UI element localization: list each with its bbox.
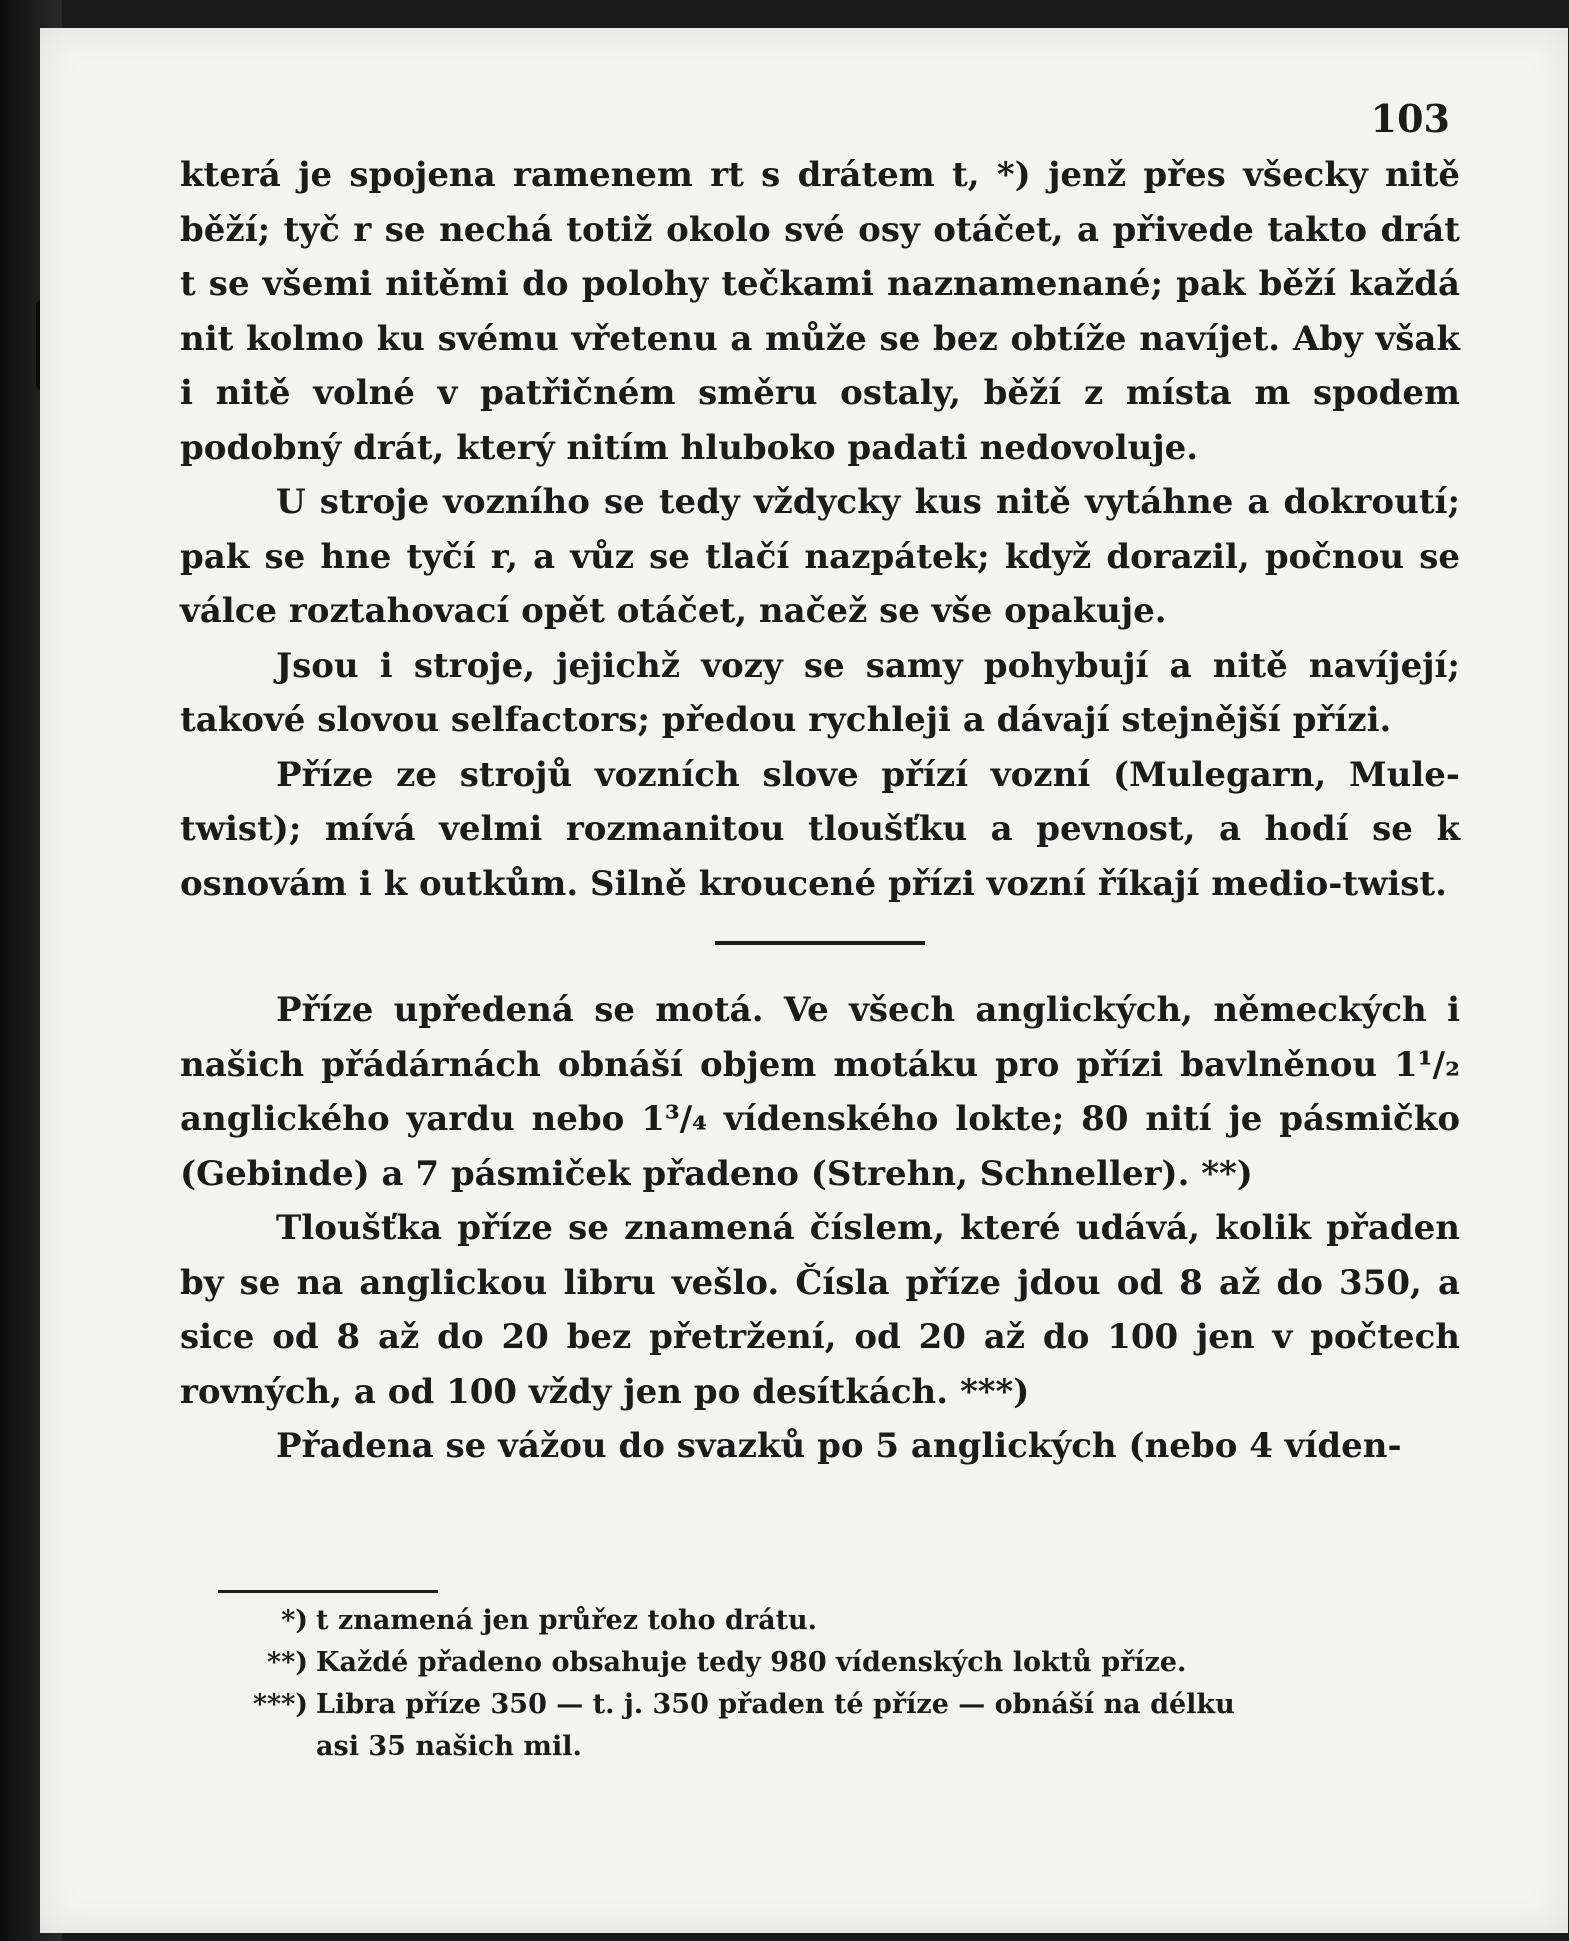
section-divider xyxy=(715,941,925,945)
paragraph-5: Příze upředená se motá. Ve všech anglických, německých i našich přádárnách obnáší objem motáku pro přízi bavlněnou 1¹/₂ anglického yardu nebo 1³/₄ vídenského lokte; 80 nití je pásmičko (Gebinde) a 7 pásmiček přadeno (Strehn, Schneller). **) xyxy=(180,990,1460,1194)
footnote-mark: *) xyxy=(281,1605,308,1636)
paragraph-3: Jsou i stroje, jejichž vozy se samy pohybují a nitě navíjejí; takové slovou selfactors; předou rychleji a dávají stejnější přízi. xyxy=(180,645,1460,740)
paragraph-7: Přadena se vážou do svazků po 5 anglických (nebo 4 víden- xyxy=(276,1426,1402,1466)
footnotes xyxy=(218,1600,1458,1768)
footnote-continuation: asi 35 našich mil. xyxy=(316,1731,582,1762)
paragraph-2: U stroje vozního se tedy vždycky kus nitě vytáhne a dokroutí; pak se hne tyčí r, a vůz se tlačí nazpátek; když dorazil, počnou se válce roztahovací opět otáčet, načež se vše opakuje. xyxy=(180,482,1460,631)
footnote-mark: ***) xyxy=(252,1689,308,1720)
footnote-2 xyxy=(218,1642,1458,1684)
paragraph-4: Příze ze strojů vozních slove přízí vozní (Mulegarn, Mule-twist); mívá velmi rozmanitou tloušťku a pevnost, a hodí se k osnovám i k outkům. Silně kroucené přízi vozní říkají medio-twist. xyxy=(180,754,1460,904)
footnote-mark: **) xyxy=(266,1647,308,1678)
footnote-text: t znamená jen průřez toho drátu. xyxy=(316,1605,818,1636)
footnote-divider xyxy=(218,1590,438,1593)
footnote-text: Libra příze 350 — t. j. 350 přaden té příze — obnáší na délku xyxy=(316,1689,1235,1720)
footnote-1 xyxy=(218,1600,1458,1642)
paragraph-6: Tloušťka příze se znamená číslem, které udává, kolik přaden by se na anglickou libru vešlo. Čísla příze jdou od 8 až do 350, a sice od 8 až do 20 bez přetržení, od 20 až do 100 jen v počtech rovných, a od 100 vždy jen po desítkách. ***) xyxy=(180,1208,1460,1412)
body-text xyxy=(180,148,1460,1474)
footnote-text: Každé přadeno obsahuje tedy 980 vídenských loktů příze. xyxy=(316,1647,1187,1678)
footnote-3 xyxy=(218,1684,1458,1768)
page-number: 103 xyxy=(1370,96,1450,141)
paragraph-1: která je spojena ramenem rt s drátem t, *) jenž přes všecky nitě běží; tyč r se nechá totiž okolo své osy otáčet, a přivede takto drát t se všemi nitěmi do polohy tečkami naznamenané; pak běží každá nit kolmo ku svému vřetenu a může se bez obtíže navíjet. Aby však i nitě volné v patřičném směru ostaly, běží z místa m spodem podobný drát, který nitím hluboko padati nedovoluje. xyxy=(180,155,1460,468)
